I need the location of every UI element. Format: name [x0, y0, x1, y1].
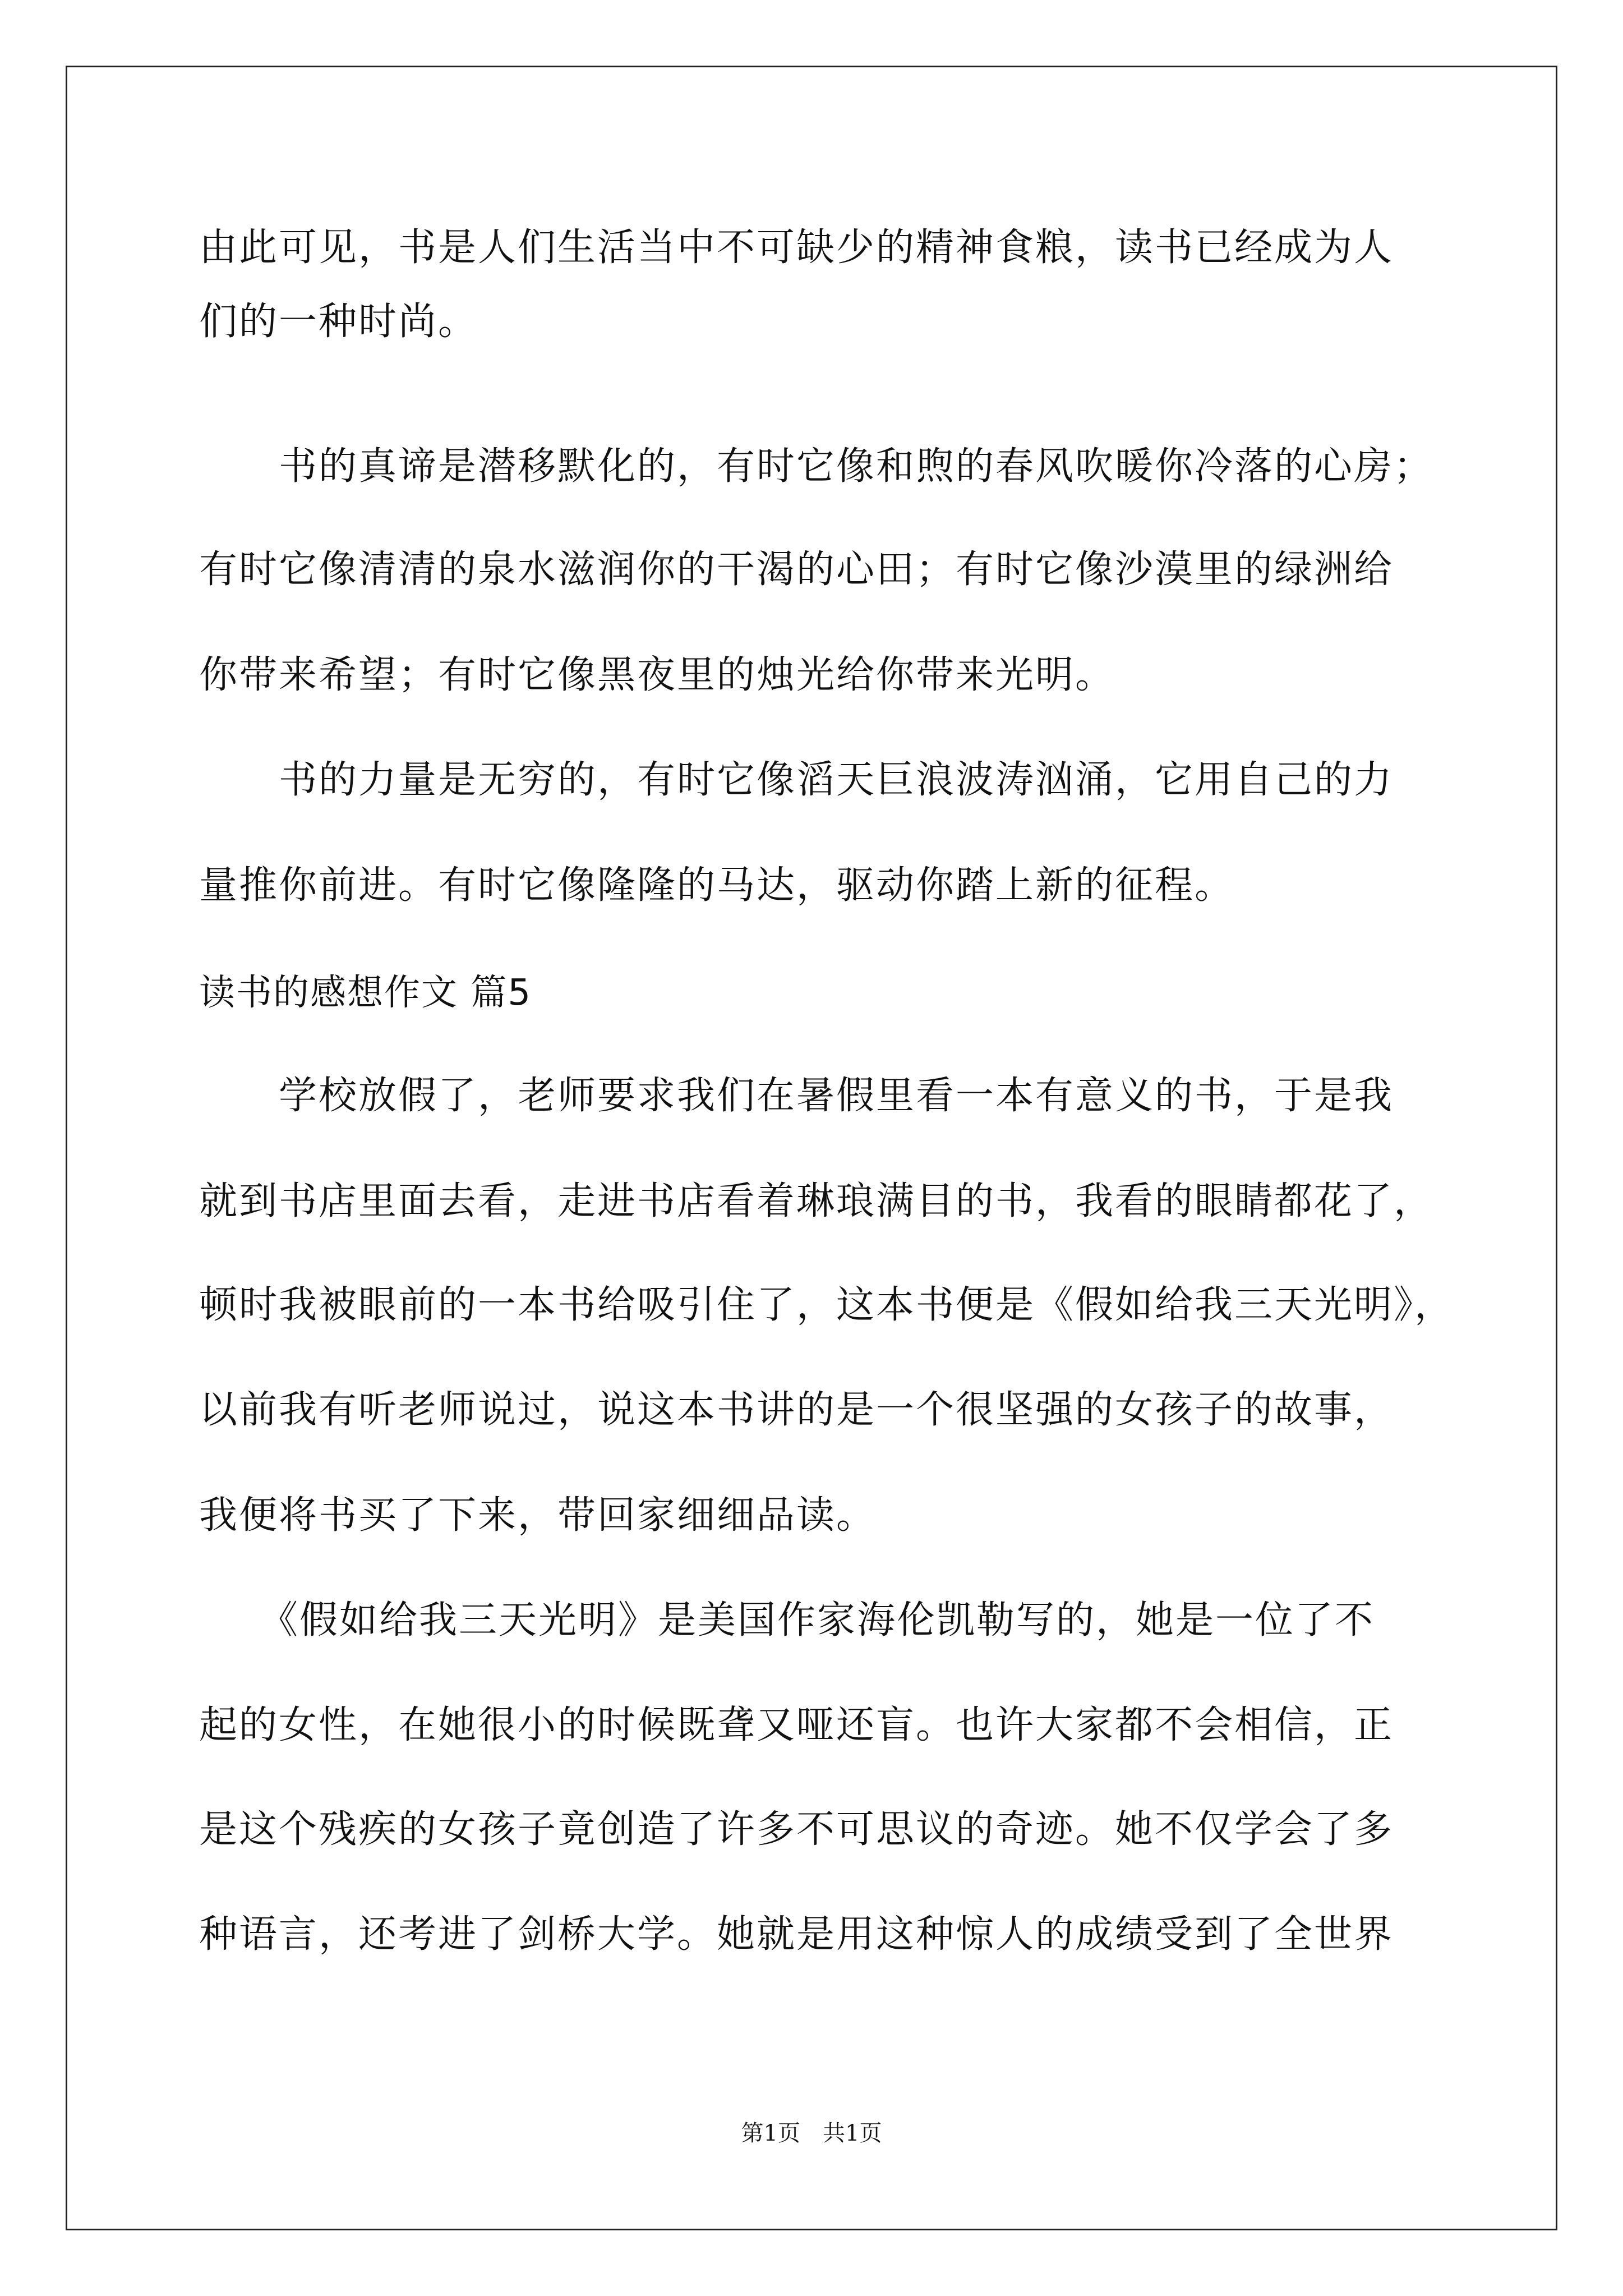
paragraph-line: 起的女性，在她很小的时候既聋又哑还盲。也许大家都不会相信，正 [199, 1703, 1394, 1747]
paragraph-line: 书的真谛是潜移默化的，有时它像和煦的春风吹暖你冷落的心房； [199, 444, 1434, 489]
paragraph-line: 就到书店里面去看，走进书店看着琳琅满目的书，我看的眼睛都花了， [199, 1179, 1434, 1223]
section-heading: 读书的感想作文 篇5 [199, 972, 532, 1014]
page-number-footer: 第1页 共1页 [741, 2120, 882, 2146]
paragraph-line: 我便将书买了下来，带回家细细品读。 [199, 1493, 877, 1538]
paragraph-line: 顿时我被眼前的一本书给吸引住了，这本书便是《假如给我三天光明》， [199, 1283, 1455, 1327]
paragraph-line: 你带来希望；有时它像黑夜里的烛光给你带来光明。 [199, 653, 1115, 697]
paragraph-line: 以前我有听老师说过，说这本书讲的是一个很坚强的女孩子的故事， [199, 1388, 1394, 1432]
paragraph-line: 书的力量是无穷的，有时它像滔天巨浪波涛汹涌，它用自己的力 [199, 758, 1394, 802]
paragraph-line: 有时它像清清的泉水滋润你的干渴的心田；有时它像沙漠里的绿洲给 [199, 547, 1394, 592]
paragraph-line: 学校放假了，老师要求我们在暑假里看一本有意义的书，于是我 [199, 1074, 1394, 1118]
page-border [66, 66, 1557, 2230]
paragraph-line: 量推你前进。有时它像隆隆的马达，驱动你踏上新的征程。 [199, 863, 1235, 908]
paragraph-line: 是这个残疾的女孩子竟创造了许多不可思议的奇迹。她不仅学会了多 [199, 1807, 1394, 1852]
paragraph-line: 们的一种时尚。 [199, 300, 478, 344]
paragraph-line: 由此可见，书是人们生活当中不可缺少的精神食粮，读书已经成为人 [199, 226, 1394, 270]
paragraph-line: 种语言，还考进了剑桥大学。她就是用这种惊人的成绩受到了全世界 [199, 1912, 1394, 1957]
paragraph-line: 《假如给我三天光明》是美国作家海伦凯勒写的，她是一位了不 [199, 1598, 1375, 1642]
